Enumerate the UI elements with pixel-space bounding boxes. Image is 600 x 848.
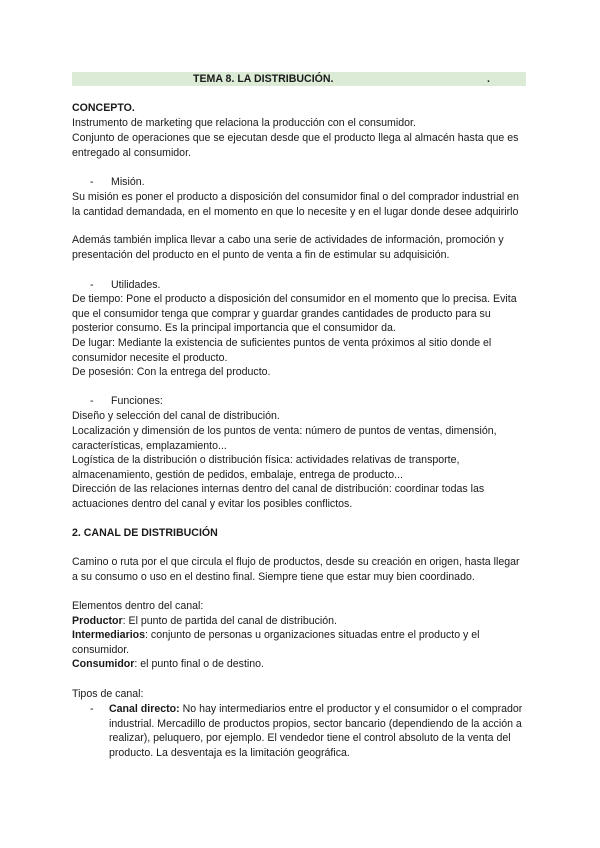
list-dash: -	[90, 395, 94, 407]
utilidades-label: Utilidades.	[111, 279, 161, 291]
utilidades-subheading	[90, 278, 160, 293]
mision-paragraph-2: Además también implica llevar a cabo una serie de actividades de información, promoción y presentación del producto en el punto de venta a fin de estimular su adquisición.	[72, 234, 504, 261]
tipo-canal-directo	[90, 702, 528, 760]
utilidades-tiempo: De tiempo: Pone el producto a disposición del consumidor en el momento que lo precisa. Evita que el consumidor tenga que comprar y guardar grandes cantidades de producto para su posterior consumo. Es la principal importancia que el consumidor da.	[72, 293, 517, 335]
list-dash: -	[90, 176, 94, 188]
mision-paragraph-1: Su misión es poner el producto a disposición del consumidor final o del comprador industrial en la cantidad demandada, en el momento en que lo necesite y en el lugar donde desee adquirirlo	[72, 191, 519, 218]
title-trailing-dot: .	[487, 73, 490, 85]
concepto-paragraph-2: Conjunto de operaciones que se ejecutan desde que el producto llega al almacén hasta que es entregado al consumidor.	[72, 132, 519, 159]
funciones-label: Funciones:	[111, 395, 163, 407]
canal-heading: 2. CANAL DE DISTRIBUCIÓN	[72, 527, 218, 539]
elemento-text: : El punto de partida del canal de distribución.	[122, 615, 337, 627]
mision-label: Misión.	[111, 176, 145, 188]
utilidades-posesion: De posesión: Con la entrega del producto.	[72, 366, 271, 378]
concepto-heading: CONCEPTO.	[72, 102, 135, 114]
tipos-label: Tipos de canal:	[72, 688, 144, 700]
funciones-line-4: Dirección de las relaciones internas dentro del canal de distribución: coordinar todas las actuaciones dentro del canal y evitar los posibles conflictos.	[72, 483, 485, 510]
elemento-term: Intermediarios	[72, 629, 146, 641]
list-dash: -	[90, 703, 94, 715]
page-title: TEMA 8. LA DISTRIBUCIÓN.	[193, 73, 334, 85]
elemento-term: Productor	[72, 615, 123, 627]
elemento-text: : el punto final o de destino.	[134, 658, 264, 670]
funciones-subheading	[90, 394, 163, 409]
funciones-line-2: Localización y dimensión de los puntos de venta: número de puntos de ventas, dimensión, características, emplazamiento...	[72, 425, 497, 452]
list-dash: -	[90, 279, 94, 291]
elemento-intermediarios	[72, 628, 528, 657]
elemento-term: Consumidor	[72, 658, 135, 670]
elementos-label: Elementos dentro del canal:	[72, 600, 204, 612]
utilidades-lugar: De lugar: Mediante la existencia de suficientes puntos de venta próximos al sitio donde el consumidor necesite el producto.	[72, 337, 492, 364]
tipo-term: Canal directo:	[109, 703, 180, 715]
elemento-consumidor	[72, 657, 528, 672]
elemento-text: : conjunto de personas u organizaciones situadas entre el producto y el consumidor.	[72, 629, 480, 656]
tipo-canal-directo-text	[109, 702, 528, 760]
funciones-line-3: Logística de la distribución o distribución física: actividades relativas de transporte, almacenamiento, gestión de pedidos, embalaje, entrega de producto...	[72, 454, 460, 481]
canal-intro: Camino o ruta por el que circula el flujo de productos, desde su creación en origen, hasta llegar a su consumo o uso en el destino final. Siempre tiene que estar muy bien coordinado.	[72, 556, 520, 583]
concepto-paragraph-1: Instrumento de marketing que relaciona la producción con el consumidor.	[72, 117, 416, 129]
elemento-productor	[72, 614, 528, 629]
funciones-line-1: Diseño y selección del canal de distribución.	[72, 410, 280, 422]
mision-subheading	[90, 175, 145, 190]
tipo-text: No hay intermediarios entre el productor y el consumidor o el comprador industrial. Mercadillo de productos propios, sector bancario (dependiendo de la acción a realizar), peluquero, por ejemplo. El vendedor tiene el control absoluto de la venta del producto. La desventaja es la limitación geográfica.	[109, 703, 523, 759]
